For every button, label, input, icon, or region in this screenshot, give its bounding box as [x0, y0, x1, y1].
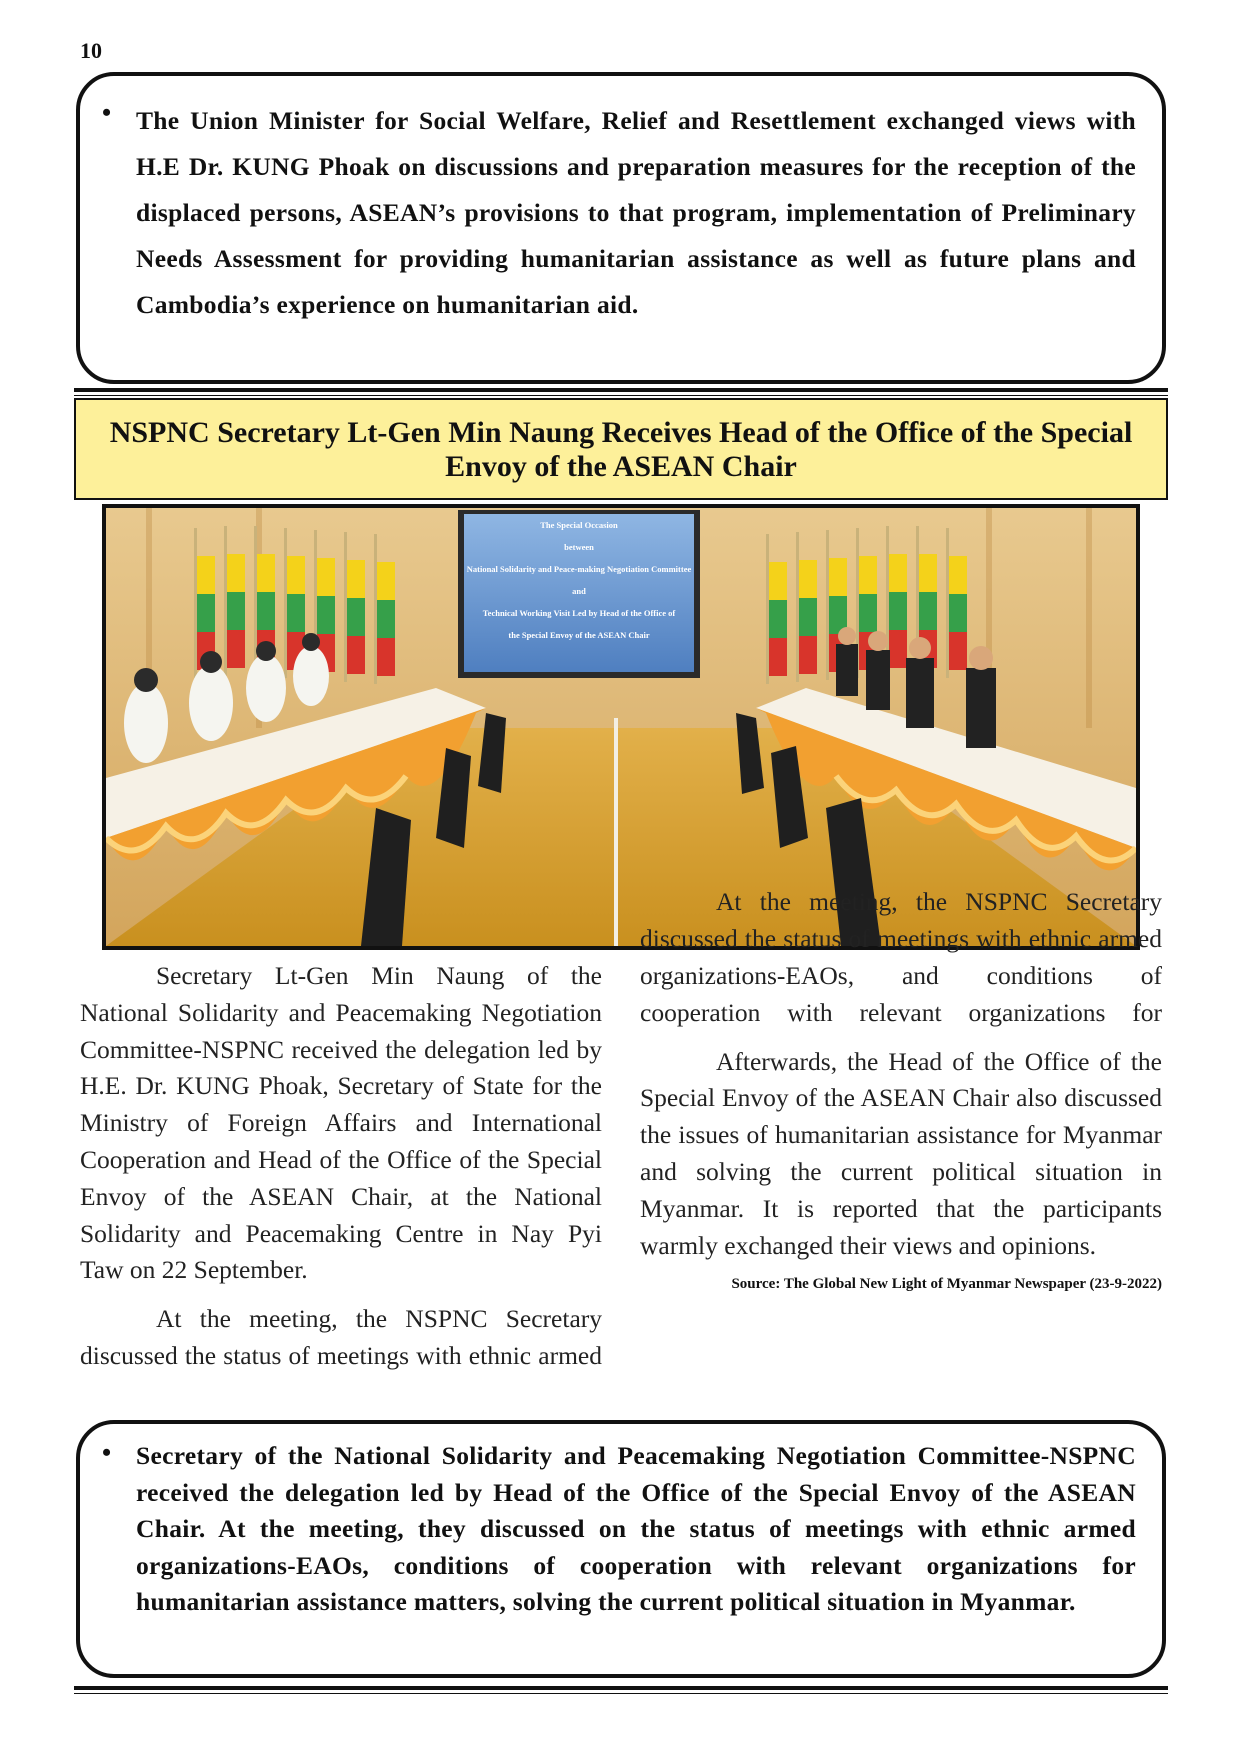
bullet-icon: •: [102, 1438, 112, 1467]
section-divider: [74, 388, 1168, 392]
footer-divider: [74, 1686, 1168, 1690]
article-headline-box: [74, 398, 1168, 500]
article-paragraph: At the meeting, the NSPNC Secretary discussed the status of meetings with ethnic armed: [80, 1304, 602, 1370]
article-headline: NSPNC Secretary Lt-Gen Min Naung Receives Head of the Office of the Special Envoy of the ASEAN Chair: [109, 416, 1133, 483]
article-paragraph: Afterwards, the Head of the Office of the Special Envoy of the ASEAN Chair also discussed the issues of humanitarian assistance for Myanmar and solving the current political situation in Myanmar. It is reported that the participants warmly exchanged their views and opinions.: [640, 1046, 1162, 1260]
screen-text-line: between: [564, 542, 594, 552]
article-column-right: [640, 887, 1162, 1294]
screen-text-line: National Solidarity and Peace-making Negotiation Committee: [466, 564, 692, 574]
screen-text-line: Technical Working Visit Led by Head of the Office of: [482, 608, 676, 618]
article-column-left: [80, 958, 602, 1375]
article-paragraph-continued-text: At the meeting, the NSPNC Secretary discussed the status of meetings with ethnic armed organizations-EAOs, and conditions of cooperation with relevant organizations for: [640, 887, 1162, 1027]
meeting-photo: [102, 504, 1140, 950]
article-paragraph-continued: [640, 884, 1162, 1031]
bottom-summary-text: Secretary of the National Solidarity and Peacemaking Negotiation Committee-NSPNC received the delegation led by Head of the Office of the Special Envoy of the ASEAN Chair. At the meeting, they discussed on the status of meetings with ethnic armed organizations-EAOs, conditions of cooperation with relevant organizations for humanitarian assistance matters, solving the current political situation in Myanmar.: [136, 1441, 1136, 1616]
screen-text-line: the Special Envoy of the ASEAN Chair: [508, 630, 650, 640]
screen-text-line: The Special Occasion: [540, 520, 618, 530]
top-summary-box: [76, 72, 1166, 384]
bullet-icon: •: [102, 98, 112, 127]
article-source: Source: The Global New Light of Myanmar Newspaper (23-9-2022): [731, 1276, 1162, 1293]
bottom-summary-box: [76, 1420, 1166, 1678]
screen-text-line: and: [572, 586, 586, 596]
page-number: 10: [80, 38, 102, 63]
article-paragraph: Secretary Lt-Gen Min Naung of the National Solidarity and Peacemaking Negotiation Committee-NSPNC received the delegation led by H.E. Dr. KUNG Phoak, Secretary of State for the Ministry of Foreign Affairs and International Cooperation and Head of the Office of the Special Envoy of the ASEAN Chair, at the National Solidarity and Peacemaking Centre in Nay Pyi Taw on 22 September.: [80, 961, 602, 1285]
top-summary-text: The Union Minister for Social Welfare, Relief and Resettlement exchanged views with H.E Dr. KUNG Phoak on discussions and preparation measures for the reception of the displaced persons, ASEAN’s provisions to that program, implementation of Preliminary Needs Assessment for providing humanitarian assistance as well as future plans and Cambodia’s experience on humanitarian aid.: [136, 106, 1136, 319]
